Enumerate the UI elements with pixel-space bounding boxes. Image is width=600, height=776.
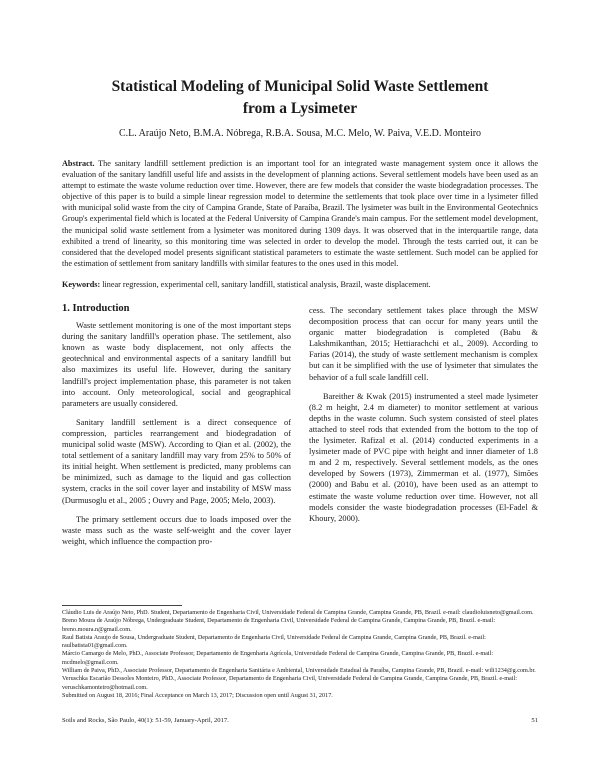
paragraph: Sanitary landfill settlement is a direct consequence of compression, particles rearrangement and biodegradation of municipal solid waste (MSW). According to Qian et al. (2002), the total settlement of a sanitary landfill may vary from 25% to 50% of its initial height. When settlement is predicted, many problems can be minimized, such as damage to the liquid and gas collection system, cracks in the soil cover layer and instability of MSW mass (Durmusoglu et al., 2005 ; Ouvry and Page, 2005; Melo, 2003).	[62, 417, 291, 505]
abstract-label: Abstract.	[62, 159, 95, 168]
footnote: Márcio Camargo de Melo, PhD., Associate Professor, Departamento de Engenharia Agrícola, Universidade Federal de Campina Grande, Campina Grande, PB, Brazil. e-mail: mcdmelo@gmail.com.	[62, 650, 494, 666]
left-column	[62, 303, 291, 555]
page-number: 51	[531, 717, 538, 724]
paper-title	[40, 76, 560, 120]
keywords	[62, 279, 538, 290]
footnote: Submitted on August 18, 2016; Final Acceptance on March 13, 2017; Discussion open until August 31, 2017.	[62, 691, 333, 699]
right-column	[309, 305, 538, 532]
paragraph: Bareither & Kwak (2015) instrumented a steel made lysimeter (8.2 m height, 2.4 m diameter) to monitor settlement at various depths in the waste column. Such system consisted of steel plates attached to steel rods that extended from the bottom to the top of the lysimeter. Rafizal et al. (2014) conducted experiments in a lysimeter made of PVC pipe with height and inner diameter of 1.8 m and 2 m, respectively. Several settlement models, as the ones developed by Sowers (1973), Zimmerman et al. (1977), Simões (2000) and Babu et al. (2010), have been used as an attempt to estimate the waste volume reduction over time. However, not all models consider the waste biodegradation processes (El-Fadel & Khoury, 2000).	[309, 391, 538, 523]
section-heading-introduction: 1. Introduction	[62, 303, 130, 314]
journal-citation: Soils and Rocks, São Paulo, 40(1): 51-59, January-April, 2017.	[62, 717, 229, 724]
footnote: William de Paiva, PhD., Associate Professor, Departamento de Engenharia Sanitária e Ambiental, Universidade Estadual da Paraíba, Campina Grande, PB, Brazil. e-mail: wili1234@g.com.br.	[62, 667, 536, 675]
title-line-2: from a Lysimeter	[242, 100, 358, 117]
abstract-text: The sanitary landfill settlement prediction is an important tool for an integrated waste management system once it allows the evaluation of the sanitary landfill useful life and assists in the development of planning actions. Several settlement models have been used as an attempt to estimate the waste volume reduction over time. However, there are few models that consider the waste biodegradation processes. The objective of this paper is to build a simple linear regression model to determine the settlements that took place over time in a lysimeter filled with municipal solid waste from the city of Campina Grande, State of Paraíba, Brazil. The lysimeter was built in the Environmental Geotechnics Group's experimental field which is located at the Federal University of Campina Grande's main campus. For the settlement model development, the municipal solid waste settlement from a lysimeter was monitored during 1309 days. It was observed that in the interquartile range, data exhibited a trend of linearity, so this monitoring time was selected in order to develop the model. Through the tests carried out, it can be considered that the developed model presents significant statistical parameters to estimate the waste settlement. Such model can be applied for the estimation of settlement from sanitary landfills with similar features to the ones used in this model.	[62, 159, 538, 268]
footnote: Breno Moura de Araújo Nóbrega, Undergraduate Student, Departamento de Engenharia Civil, Universidade Federal de Campina Grande, Campina Grande, PB, Brazil. e-mail: breno.moura.n@gmail.com.	[62, 617, 496, 633]
keywords-label: Keywords:	[62, 280, 101, 289]
footnote-divider	[62, 605, 182, 606]
paragraph: The primary settlement occurs due to loads imposed over the waste mass such as the waste self-weight and the cover layer weight, which influence the compaction pro-	[62, 514, 291, 546]
footnote: Cláudio Luis de Araújo Neto, PhD. Student, Departamento de Engenharia Civil, Universidade Federal de Campina Grande, Campina Grande, PB, Brazil. e-mail: claudioluisneto@gmail.com.	[62, 609, 534, 616]
keywords-text: linear regression, experimental cell, sanitary landfill, statistical analysis, Brazil, waste displacement.	[102, 280, 431, 289]
footnotes	[62, 609, 538, 700]
page-footer	[62, 717, 538, 724]
paragraph: Waste settlement monitoring is one of the most important steps during the sanitary landfill's operation phase. The settlement, also known as waste body displacement, not only affects the geotechnical and environmental aspects of a sanitary landfill but also maximizes its useful life. However, during the sanitary landfill's project implementation phase, this parameter is not taken into account. Only meteorological, social and geographical parameters are usually considered.	[62, 321, 291, 408]
paragraph: cess. The secondary settlement takes place through the MSW decomposition process that can occur for many years until the organic matter biodegradation is completed (Babu & Lakshmikanthan, 2015; Hettiarachchi et al., 2009). According to Farias (2014), the study of waste settlement mechanism is complex but can it be simplified with the use of lysimeter that simulates the behavior of a full scale landfill cell.	[309, 306, 538, 382]
author-list: C.L. Araújo Neto, B.M.A. Nóbrega, R.B.A. Sousa, M.C. Melo, W. Paiva, V.E.D. Monteiro	[118, 128, 482, 139]
footnote: Veruschka Escarião Dessoles Monteiro, PhD., Associate Professor, Departamento de Engenharia Civil, Universidade Federal de Campina Grande, Campina Grande, PB, Brazil. e-mail: veruschkamonteiro@hotmail.com.	[62, 675, 517, 691]
title-line-1: Statistical Modeling of Municipal Solid Waste Settlement	[111, 78, 489, 95]
footnote: Raul Batista Araujo de Sousa, Undergraduate Student, Departamento de Engenharia Civil, Universidade Federal de Campina Grande, Campina Grande, PB, Brazil. e-mail: raulbatista01@gmail.com.	[62, 633, 486, 650]
abstract	[62, 158, 538, 269]
